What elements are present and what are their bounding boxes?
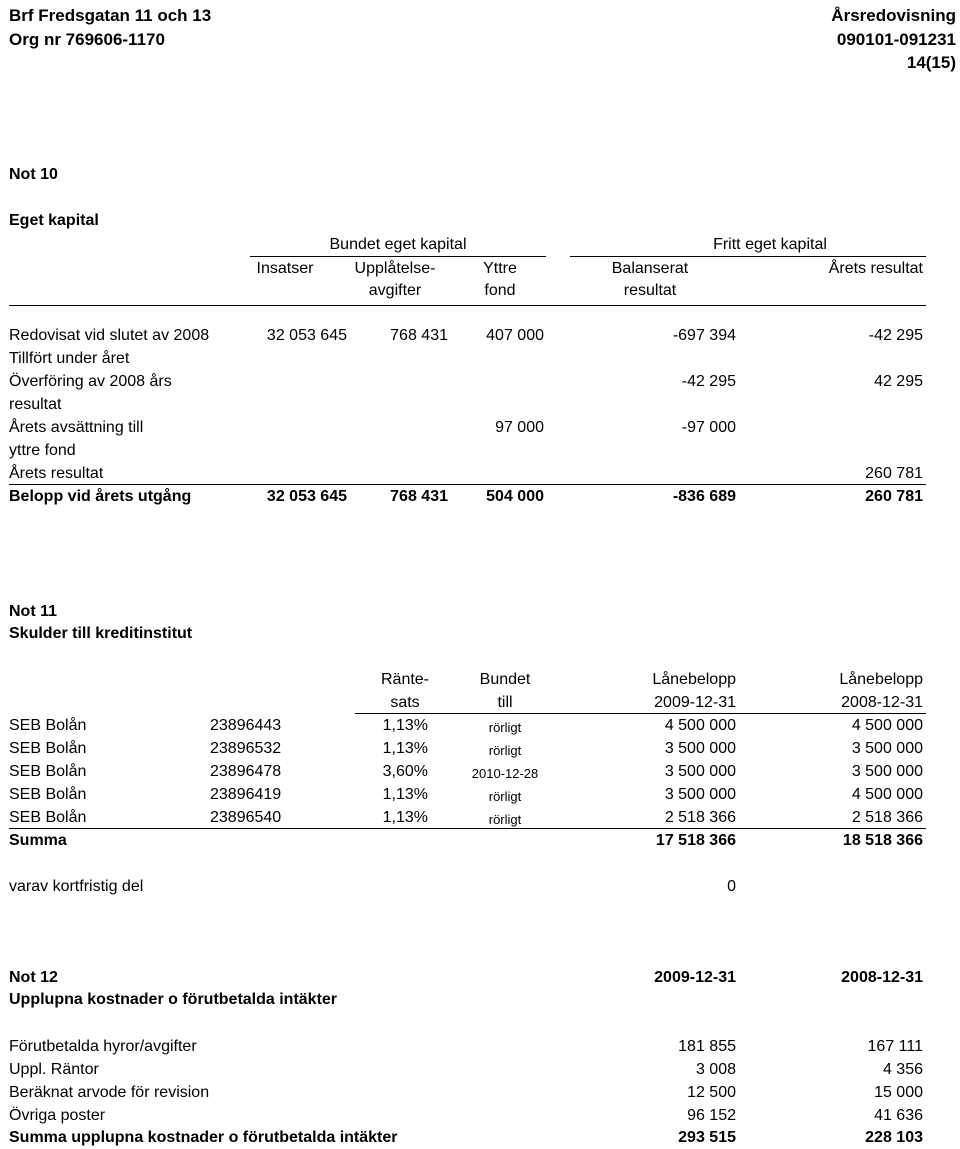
col-header-amount-2009-date: 2009-12-31 — [654, 694, 736, 711]
loan-bank: SEB Bolån — [9, 740, 87, 757]
loan-number: 23896443 — [210, 717, 282, 734]
equity-cell: 768 431 — [390, 327, 448, 344]
equity-row-label: Årets avsättning till — [9, 419, 144, 436]
col-header-balanserat-2: resultat — [623, 282, 677, 299]
col-header-bound: Bundet — [479, 671, 531, 688]
equity-total-cell: -836 689 — [672, 488, 736, 505]
loan-sum-2008: 18 518 366 — [842, 832, 923, 849]
report-period: 090101-091231 — [836, 30, 956, 49]
accrual-row-label: Förutbetalda hyror/avgifter — [9, 1038, 197, 1055]
equity-cell: 260 781 — [865, 465, 923, 482]
loan-bank: SEB Bolån — [9, 809, 87, 826]
loan-amount-2008: 4 500 000 — [851, 717, 923, 734]
equity-cell: -97 000 — [681, 419, 736, 436]
equity-total-cell: 32 053 645 — [266, 488, 347, 505]
equity-total-cell: 768 431 — [390, 488, 448, 505]
loan-number: 23896540 — [210, 809, 282, 826]
accrual-2009: 96 152 — [687, 1107, 736, 1124]
equity-total-cell: 504 000 — [486, 488, 544, 505]
accrual-total-2009: 293 515 — [678, 1129, 736, 1146]
col-header-yttre-2: fond — [484, 282, 516, 299]
loan-bank: SEB Bolån — [9, 786, 87, 803]
note-11-subtitle: Skulder till kreditinstitut — [9, 625, 193, 642]
accrual-2008: 4 356 — [882, 1061, 923, 1078]
equity-cell: -42 295 — [868, 327, 923, 344]
loan-amount-2009: 3 500 000 — [664, 740, 736, 757]
col-header-amount-2008-date: 2008-12-31 — [841, 694, 923, 711]
note-12-col-2008: 2008-12-31 — [841, 969, 923, 986]
note-11-title: Not 11 — [9, 603, 58, 620]
equity-row-label: Överföring av 2008 års — [9, 373, 172, 390]
accrual-2008: 167 111 — [867, 1038, 923, 1055]
equity-total-cell: 260 781 — [865, 488, 923, 505]
loan-number: 23896532 — [210, 740, 282, 757]
loan-amount-2008: 3 500 000 — [851, 740, 923, 757]
note-12-subtitle: Upplupna kostnader o förutbetalda intäkter — [9, 991, 338, 1008]
accrual-row-label: Övriga poster — [9, 1107, 106, 1124]
short-term-value: 0 — [727, 878, 736, 895]
equity-row-label: Årets resultat — [9, 465, 104, 482]
equity-row-label-cont: yttre fond — [9, 442, 76, 459]
loan-sum-overline — [9, 828, 926, 829]
accrual-2009: 181 855 — [678, 1038, 736, 1055]
accrual-2009: 12 500 — [687, 1084, 736, 1101]
accrual-2008: 41 636 — [874, 1107, 923, 1124]
loan-amount-2009: 3 500 000 — [664, 786, 736, 803]
equity-cell: 42 295 — [874, 373, 923, 390]
loan-amount-2008: 2 518 366 — [851, 809, 923, 826]
accrual-row-label: Uppl. Räntor — [9, 1061, 99, 1078]
loan-bound: rörligt — [488, 720, 522, 735]
page-number: 14(15) — [906, 53, 956, 72]
loan-rate: 1,13% — [382, 786, 428, 803]
loan-sum-2009: 17 518 366 — [655, 832, 736, 849]
loan-header-underline — [355, 713, 926, 714]
equity-total-label: Belopp vid årets utgång — [9, 488, 192, 505]
loan-rate: 3,60% — [382, 763, 428, 780]
loan-bound: rörligt — [488, 812, 522, 827]
org-number: Org nr 769606-1170 — [9, 30, 165, 49]
note-10-subtitle: Eget kapital — [9, 212, 99, 229]
loan-amount-2008: 3 500 000 — [851, 763, 923, 780]
loan-bank: SEB Bolån — [9, 763, 87, 780]
loan-sum-label: Summa — [9, 832, 67, 849]
document-type: Årsredovisning — [831, 6, 956, 25]
col-header-arets-resultat: Årets resultat — [828, 260, 923, 277]
short-term-label: varav kortfristig del — [9, 878, 144, 895]
loan-bound: rörligt — [488, 789, 522, 804]
equity-cell: 97 000 — [495, 419, 544, 436]
accrual-2009: 3 008 — [695, 1061, 736, 1078]
col-header-upplatelse-2: avgifter — [368, 282, 422, 299]
loan-number: 23896419 — [210, 786, 282, 803]
loan-bound: 2010-12-28 — [471, 766, 539, 781]
equity-cell: 32 053 645 — [266, 327, 347, 344]
loan-amount-2009: 3 500 000 — [664, 763, 736, 780]
group-underline-fritt — [570, 256, 926, 257]
col-header-insatser: Insatser — [256, 260, 314, 277]
col-header-amount-2008: Lånebelopp — [839, 671, 923, 688]
equity-row-label-cont: resultat — [9, 396, 62, 413]
col-header-bound-2: till — [497, 694, 513, 711]
col-header-rate: Ränte- — [380, 671, 430, 688]
loan-amount-2009: 4 500 000 — [664, 717, 736, 734]
group-underline-bundet — [250, 256, 546, 257]
note-12-col-2009: 2009-12-31 — [654, 969, 736, 986]
accrual-2008: 15 000 — [874, 1084, 923, 1101]
org-name: Brf Fredsgatan 11 och 13 — [9, 6, 212, 25]
equity-cell: -697 394 — [672, 327, 736, 344]
loan-number: 23896478 — [210, 763, 282, 780]
col-header-yttre: Yttre — [483, 260, 517, 277]
equity-row-label: Tillfört under året — [9, 350, 130, 367]
loan-rate: 1,13% — [382, 809, 428, 826]
col-header-balanserat: Balanserat — [611, 260, 689, 277]
accrual-total-label: Summa upplupna kostnader o förutbetalda intäkter — [9, 1129, 398, 1146]
loan-bound: rörligt — [488, 743, 522, 758]
total-overline — [9, 484, 926, 485]
accrual-row-label: Beräknat arvode för revision — [9, 1084, 210, 1101]
equity-row-label: Redovisat vid slutet av 2008 — [9, 327, 210, 344]
accrual-total-2008: 228 103 — [865, 1129, 923, 1146]
group-header-fritt: Fritt eget kapital — [713, 236, 827, 253]
col-header-rate-2: sats — [390, 694, 420, 711]
col-header-upplatelse: Upplåtelse- — [354, 260, 436, 277]
equity-cell: -42 295 — [681, 373, 736, 390]
note-10-title: Not 10 — [9, 166, 58, 183]
header-underline — [9, 305, 926, 306]
loan-bank: SEB Bolån — [9, 717, 87, 734]
loan-rate: 1,13% — [382, 717, 428, 734]
equity-cell: 407 000 — [486, 327, 544, 344]
loan-amount-2008: 4 500 000 — [851, 786, 923, 803]
loan-rate: 1,13% — [382, 740, 428, 757]
loan-amount-2009: 2 518 366 — [664, 809, 736, 826]
group-header-bundet: Bundet eget kapital — [329, 236, 467, 253]
col-header-amount-2009: Lånebelopp — [652, 671, 736, 688]
note-12-title: Not 12 — [9, 969, 58, 986]
